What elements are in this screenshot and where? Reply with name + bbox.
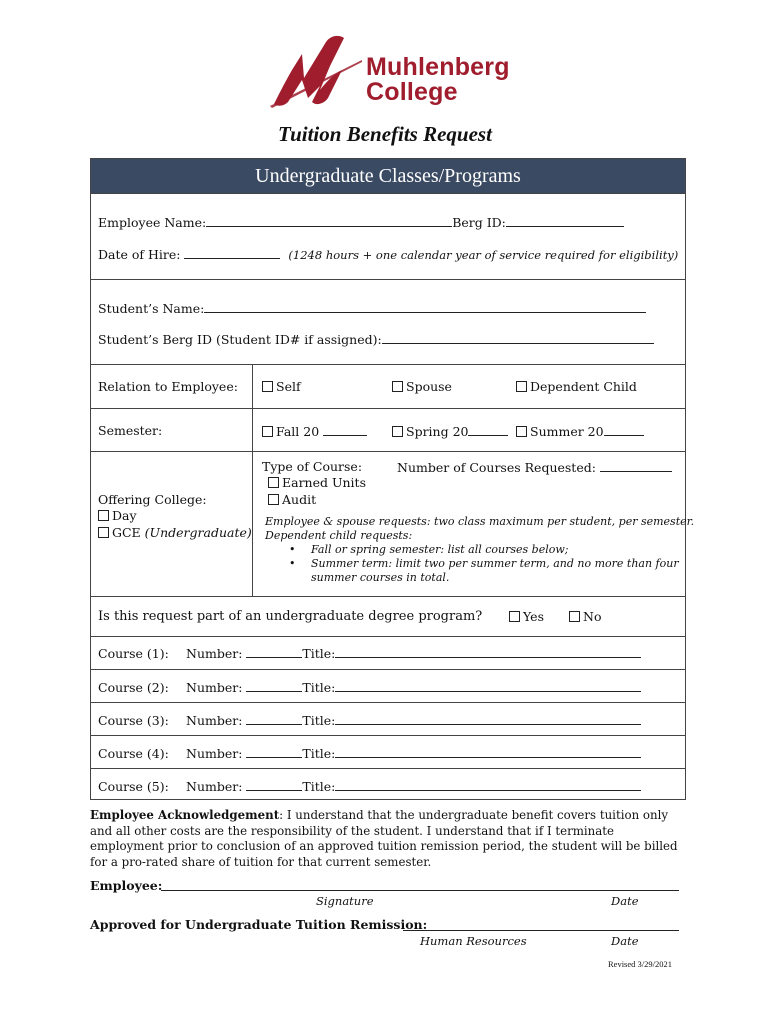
checkbox[interactable] [268, 494, 279, 505]
checkbox[interactable] [268, 477, 279, 488]
year-field[interactable] [323, 423, 367, 436]
course-label: Course (2): [98, 680, 169, 695]
audit-option[interactable] [268, 492, 316, 508]
approval-label: Approved for Undergraduate Tuition Remission: [90, 917, 428, 932]
course-number-field[interactable] [246, 645, 302, 658]
checkbox[interactable] [569, 611, 580, 622]
section-header: Undergraduate Classes/Programs [91, 159, 685, 193]
course-label: Course (4): [98, 746, 169, 761]
student-name-row [98, 300, 646, 317]
course-label: Course (1): [98, 646, 169, 661]
course-title-field[interactable] [335, 645, 641, 658]
course-label: Course (3): [98, 713, 169, 728]
logo-text-line2: College [366, 78, 458, 106]
year-field[interactable] [468, 423, 508, 436]
spouse-request-note: Employee & spouse requests: two class maximum per student, per semester. [265, 515, 695, 528]
signature-caption: Signature [316, 894, 374, 908]
approval-signature-line[interactable] [403, 930, 679, 931]
divider [90, 735, 686, 736]
option-label: GCE [112, 525, 141, 540]
student-id-row [98, 331, 654, 348]
berg-id-field[interactable] [506, 214, 624, 227]
list-item: • Fall or spring semester: list all courses below; [289, 543, 569, 556]
course-row-3 [98, 712, 641, 729]
employee-name-row [98, 214, 624, 231]
course-row-1 [98, 645, 641, 662]
semester-fall-option[interactable] [262, 423, 367, 440]
title-label: Title: [302, 779, 336, 794]
divider [90, 364, 686, 365]
checkbox[interactable] [392, 426, 403, 437]
student-name-label: Student’s Name: [98, 301, 205, 316]
course-row-5 [98, 778, 641, 795]
list-item: summer courses in total. [311, 571, 450, 584]
acknowledgement-heading: Employee Acknowledgement [90, 808, 280, 822]
degree-question: Is this request part of an undergraduate degree program? [98, 609, 483, 624]
checkbox[interactable] [392, 381, 403, 392]
option-label: Self [276, 379, 301, 394]
divider [90, 768, 686, 769]
employee-signature-label: Employee: [90, 878, 163, 893]
course-number-field[interactable] [246, 679, 302, 692]
semester-summer-option[interactable] [516, 423, 644, 440]
degree-no-option[interactable] [569, 609, 601, 625]
hire-date-field[interactable] [184, 246, 280, 259]
year-field[interactable] [604, 423, 644, 436]
option-label: Audit [282, 492, 317, 507]
course-title-field[interactable] [335, 778, 641, 791]
number-label: Number: [186, 713, 243, 728]
option-label: Fall 20 [276, 424, 320, 439]
checkbox[interactable] [516, 426, 527, 437]
checkbox[interactable] [516, 381, 527, 392]
relation-child-option[interactable] [516, 379, 637, 395]
offering-day-option[interactable] [98, 508, 137, 524]
courses-requested-field[interactable] [600, 459, 672, 472]
semester-spring-option[interactable] [392, 423, 508, 440]
courses-requested-label: Number of Courses Requested: [397, 460, 596, 475]
course-title-field[interactable] [335, 679, 641, 692]
number-label: Number: [186, 779, 243, 794]
checkbox[interactable] [98, 527, 109, 538]
course-row-4 [98, 745, 641, 762]
divider [90, 596, 686, 597]
title-label: Title: [302, 646, 336, 661]
course-number-field[interactable] [246, 745, 302, 758]
title-label: Title: [302, 680, 336, 695]
option-label: Spring 20 [406, 424, 469, 439]
divider [90, 702, 686, 703]
relation-spouse-option[interactable] [392, 379, 452, 395]
student-name-field[interactable] [204, 300, 646, 313]
number-label: Number: [186, 646, 243, 661]
college-logo-mark [268, 32, 364, 108]
employee-acknowledgement [90, 808, 690, 870]
checkbox[interactable] [98, 510, 109, 521]
divider [90, 451, 686, 452]
eligibility-note: (1248 hours + one calendar year of service required for eligibility) [288, 248, 679, 262]
course-title-field[interactable] [335, 712, 641, 725]
course-number-field[interactable] [246, 712, 302, 725]
earned-units-option[interactable] [268, 475, 366, 491]
child-request-note: Dependent child requests: [265, 529, 413, 542]
option-label: Spouse [406, 379, 452, 394]
employee-signature-line[interactable] [161, 890, 679, 891]
number-label: Number: [186, 746, 243, 761]
courses-requested-row [397, 459, 672, 476]
hire-date-label: Date of Hire: [98, 247, 181, 262]
course-number-field[interactable] [246, 778, 302, 791]
student-id-label: Student’s Berg ID (Student ID# if assigned): [98, 332, 382, 347]
acknowledgement-text: : I understand that the undergraduate benefit covers tuition only and all other costs are the responsibility of the student. I understand that if I terminate employment prior to conclusion of an approved tuition remission period, the student will be billed for a pro-rated share of tuition for that current semester. [90, 808, 678, 869]
employee-name-label: Employee Name: [98, 215, 207, 230]
date-caption: Date [611, 894, 639, 908]
divider [90, 636, 686, 637]
divider [90, 279, 686, 280]
student-id-field[interactable] [382, 331, 654, 344]
divider [90, 669, 686, 670]
offering-college-label: Offering College: [98, 492, 207, 507]
revised-date: Revised 3/29/2021 [608, 959, 672, 969]
divider [90, 408, 686, 409]
option-label: No [583, 609, 602, 624]
employee-name-field[interactable] [206, 214, 452, 227]
degree-yes-option[interactable] [509, 609, 544, 625]
berg-id-label: Berg ID: [452, 215, 506, 230]
divider [90, 193, 686, 194]
checkbox[interactable] [262, 381, 273, 392]
option-label: Dependent Child [530, 379, 637, 394]
course-label: Course (5): [98, 779, 169, 794]
relation-self-option[interactable] [262, 379, 301, 395]
checkbox[interactable] [262, 426, 273, 437]
number-label: Number: [186, 680, 243, 695]
course-row-2 [98, 679, 641, 696]
hr-caption: Human Resources [420, 934, 527, 948]
request-rules-list [265, 543, 685, 585]
title-label: Title: [302, 746, 336, 761]
column-divider [252, 364, 253, 596]
option-label: Earned Units [282, 475, 366, 490]
course-type-label: Type of Course: [262, 459, 363, 474]
option-label: Yes [523, 609, 544, 624]
course-title-field[interactable] [335, 745, 641, 758]
offering-gce-option[interactable] [98, 525, 252, 541]
semester-label: Semester: [98, 423, 163, 438]
hire-row [98, 246, 678, 263]
list-item: • Summer term: limit two per summer term, and no more than four [289, 557, 679, 570]
logo-text-line1: Muhlenberg [366, 53, 510, 81]
gce-note: (Undergraduate) [144, 525, 252, 540]
date-caption: Date [611, 934, 639, 948]
option-label: Summer 20 [530, 424, 604, 439]
title-label: Title: [302, 713, 336, 728]
checkbox[interactable] [509, 611, 520, 622]
relation-label: Relation to Employee: [98, 379, 238, 394]
document-title: Tuition Benefits Request [278, 122, 492, 146]
option-label: Day [112, 508, 137, 523]
